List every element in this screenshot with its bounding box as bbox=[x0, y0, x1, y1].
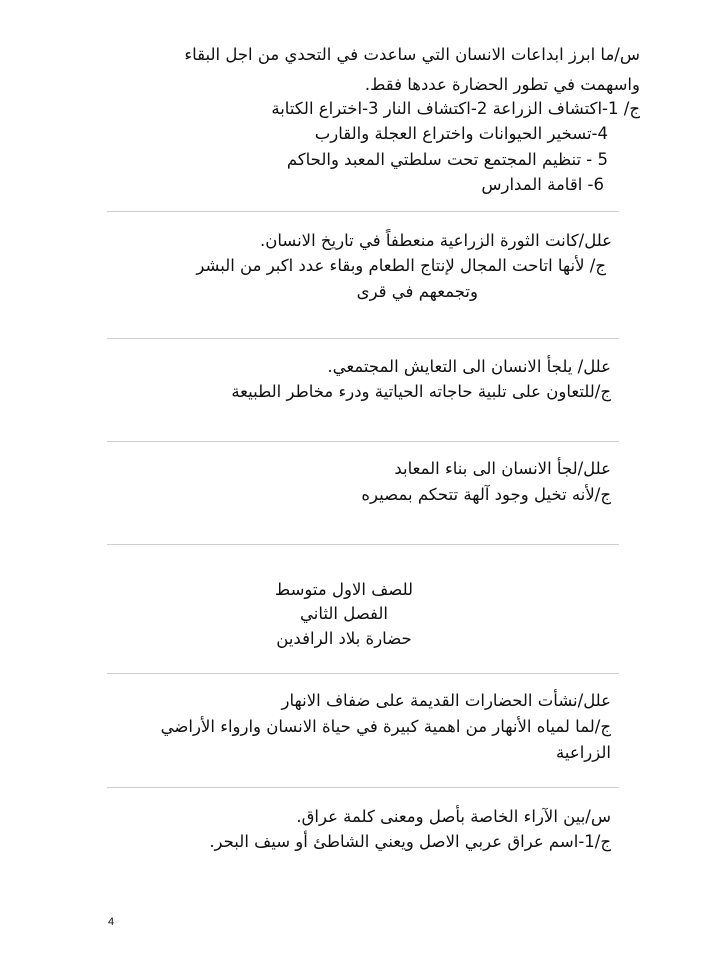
answer-2-line-2: وتجمعهم في قرى bbox=[356, 282, 478, 301]
question-1-line-2: واسهمت في تطور الحضارة عددها فقط. bbox=[364, 75, 640, 94]
answer-4: ج/لأنه تخيل وجود آلهة تتحكم بمصيره bbox=[361, 485, 611, 504]
answer-3: ج/للتعاون على تلبية حاجاته الحياتية ودرء مخاطر الطبيعة bbox=[231, 382, 611, 401]
divider bbox=[107, 338, 619, 339]
answer-1-line-4: 6- اقامة المدارس bbox=[481, 175, 604, 194]
divider bbox=[107, 787, 619, 788]
heading-topic: حضارة بلاد الرافدين bbox=[276, 629, 412, 648]
answer-1-line-2: 4-تسخير الحيوانات واختراع العجلة والقارب bbox=[314, 124, 608, 143]
question-6: س/بين الآراء الخاصة بأصل ومعنى كلمة عراق. bbox=[296, 807, 611, 826]
answer-5-line-1: ج/لما لمياه الأنهار من اهمية كبيرة في حياة الانسان وارواء الأراضي bbox=[160, 717, 611, 736]
question-5: علل/نشأت الحضارات القديمة على ضفاف الانهار bbox=[281, 691, 611, 710]
divider bbox=[107, 441, 619, 442]
page-number: 4 bbox=[108, 916, 115, 928]
answer-5-line-2: الزراعية bbox=[556, 743, 611, 762]
question-3: علل/ يلجأ الانسان الى التعايش المجتمعي. bbox=[327, 357, 611, 376]
answer-1-line-3: 5 - تنظيم المجتمع تحت سلطتي المعبد والحاكم bbox=[286, 150, 608, 169]
heading-grade: للصف الاول متوسط bbox=[274, 580, 414, 599]
question-4: علل/لجأ الانسان الى بناء المعابد bbox=[394, 459, 611, 478]
divider bbox=[107, 544, 619, 545]
heading-semester: الفصل الثاني bbox=[300, 604, 388, 623]
answer-2-line-1: ج/ لأنها اتاحت المجال لإنتاج الطعام وبقاء عدد اكبر من البشر bbox=[196, 256, 606, 275]
question-1-line-1: س/ما ابرز ابداعات الانسان التي ساعدت في التحدي من اجل البقاء bbox=[184, 45, 640, 64]
answer-6: ج/1-اسم عراق عربي الاصل ويعني الشاطئ أو سيف البحر. bbox=[209, 832, 611, 851]
answer-1-line-1: ج/ 1-اكتشاف الزراعة 2-اكتشاف النار 3-اختراع الكتابة bbox=[271, 99, 640, 118]
divider bbox=[107, 673, 619, 674]
divider bbox=[107, 211, 619, 212]
question-2: علل/كانت الثورة الزراعية منعطفاً في تاريخ الانسان. bbox=[259, 231, 612, 250]
